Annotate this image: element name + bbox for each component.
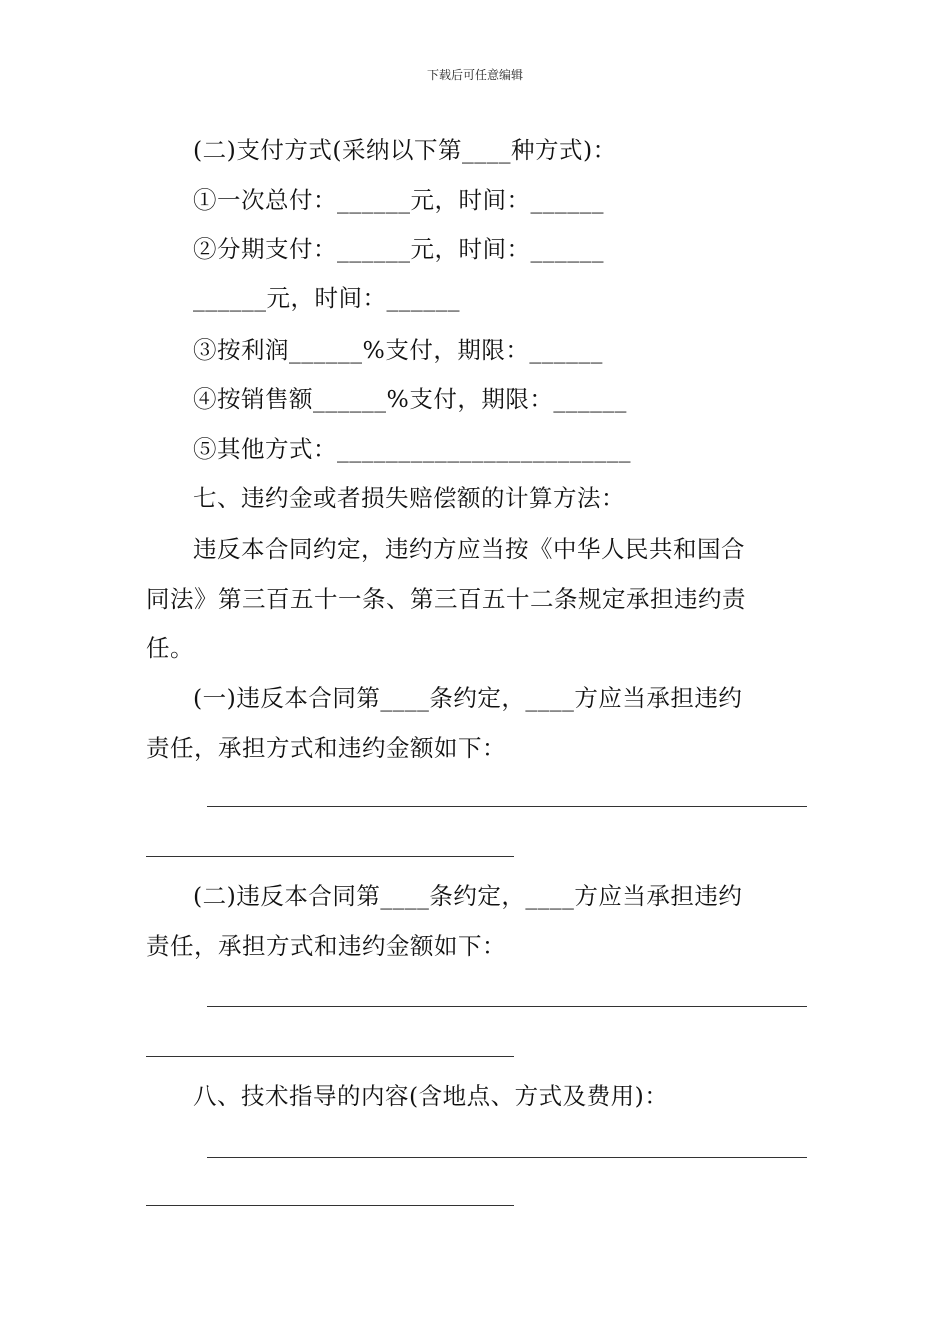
guidance-heading: 八、技术指导的内容(含地点、方式及费用)： [193,1082,669,1110]
penalty-item-1-line-1: (一)违反本合同第____条约定，____方应当承担违约 [193,684,743,712]
blank-line [146,856,514,857]
payment-title: (二)支付方式(采纳以下第____种方式)： [193,136,617,164]
blank-line [207,1006,807,1007]
blank-line [146,1205,514,1206]
penalty-paragraph-line-3: 任。 [146,634,194,662]
payment-option-2-continued: ______元，时间：______ [193,284,460,312]
penalty-paragraph-line-1: 违反本合同约定，违约方应当按《中华人民共和国合 [193,535,745,563]
blank-line [207,1157,807,1158]
penalty-heading: 七、违约金或者损失赔偿额的计算方法： [193,484,625,512]
header-note: 下载后可任意编辑 [426,68,523,82]
penalty-item-2-line-1: (二)违反本合同第____条约定，____方应当承担违约 [193,882,743,910]
blank-line [207,806,807,807]
penalty-item-2-line-2: 责任，承担方式和违约金额如下： [146,932,506,960]
penalty-item-1-line-2: 责任，承担方式和违约金额如下： [146,734,506,762]
payment-option-5: ⑤其他方式：________________________ [193,435,631,463]
penalty-paragraph-line-2: 同法》第三百五十一条、第三百五十二条规定承担违约责 [146,585,746,613]
payment-option-2: ②分期支付：______元，时间：______ [193,235,604,263]
payment-option-3: ③按利润______%支付，期限：______ [193,336,603,364]
blank-line [146,1056,514,1057]
payment-option-4: ④按销售额______%支付，期限：______ [193,385,627,413]
payment-option-1: ①一次总付：______元，时间：______ [193,186,604,214]
